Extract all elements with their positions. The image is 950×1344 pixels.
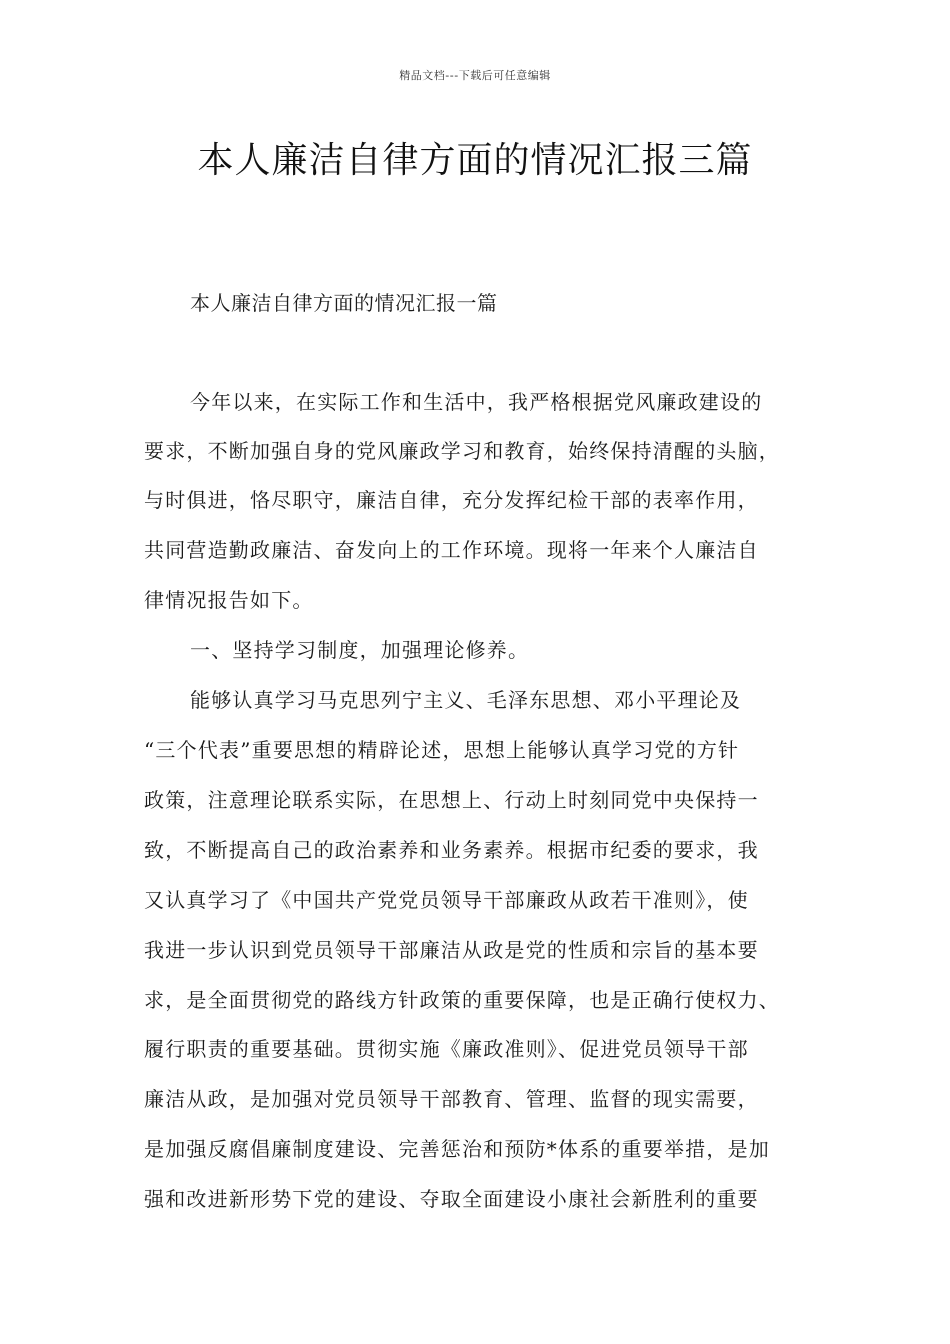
body-line: 律情况报告如下。 <box>144 588 314 612</box>
body-line: 我进一步认识到党员领导干部廉洁从政是党的性质和宗旨的基本要 <box>144 938 759 962</box>
body-line: 与时俱进，恪尽职守，廉洁自律，充分发挥纪检干部的表率作用， <box>144 488 759 512</box>
document-title: 本人廉洁自律方面的情况汇报三篇 <box>197 140 753 181</box>
body-line: 求，是全面贯彻党的路线方针政策的重要保障，也是正确行使权力、 <box>144 988 780 1012</box>
section-heading: 一、坚持学习制度，加强理论修养。 <box>190 638 530 662</box>
body-line: 今年以来，在实际工作和生活中，我严格根据党风廉政建设的 <box>190 390 763 414</box>
section-subtitle: 本人廉洁自律方面的情况汇报一篇 <box>190 291 498 315</box>
body-line: 廉洁从政，是加强对党员领导干部教育、管理、监督的现实需要， <box>144 1087 759 1111</box>
body-line: 共同营造勤政廉洁、奋发向上的工作环境。现将一年来个人廉洁自 <box>144 538 759 562</box>
body-line: 致，不断提高自己的政治素养和业务素养。根据市纪委的要求，我 <box>144 838 759 862</box>
body-line: 是加强反腐倡廉制度建设、完善惩治和预防*体系的重要举措，是加 <box>144 1137 770 1161</box>
body-line: 政策，注意理论联系实际，在思想上、行动上时刻同党中央保持一 <box>144 788 759 812</box>
body-line: 要求，不断加强自身的党风廉政学习和教育，始终保持清醒的头脑， <box>144 439 780 463</box>
header-note: 精品文档---下载后可任意编辑 <box>399 69 551 82</box>
body-line: 能够认真学习马克思列宁主义、毛泽东思想、邓小平理论及 <box>190 688 742 712</box>
body-line: 强和改进新形势下党的建设、夺取全面建设小康社会新胜利的重要 <box>144 1187 759 1211</box>
body-line: “三个代表”重要思想的精辟论述，思想上能够认真学习党的方针 <box>144 738 740 762</box>
body-line: 履行职责的重要基础。贯彻实施《廉政准则》、促进党员领导干部 <box>144 1037 749 1061</box>
body-line: 又认真学习了《中国共产党党员领导干部廉政从政若干准则》，使 <box>144 888 749 912</box>
